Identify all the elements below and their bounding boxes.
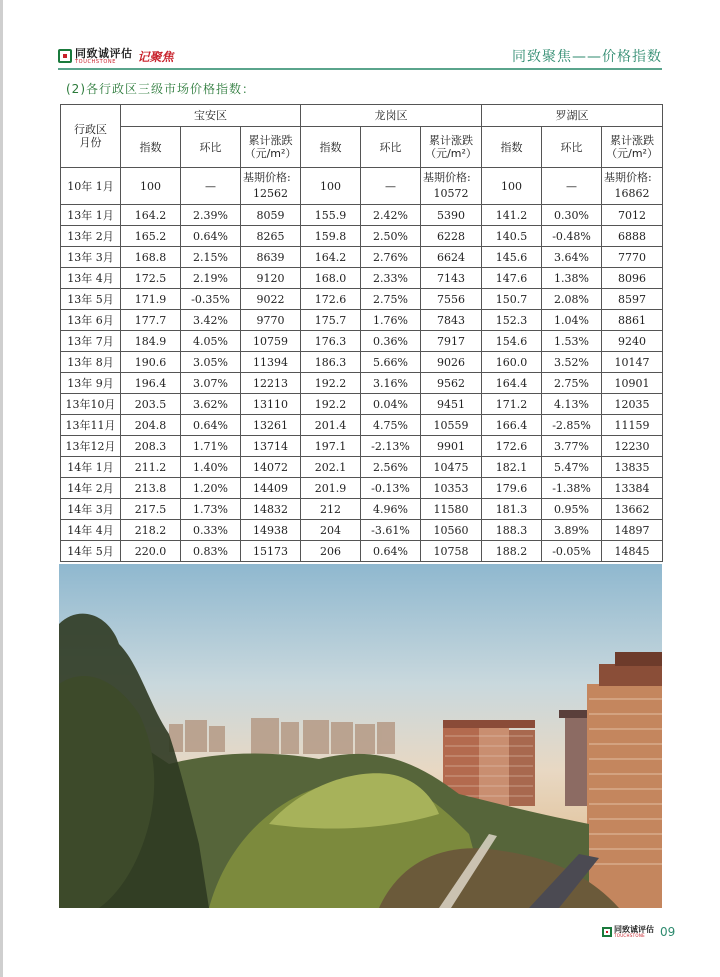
cumulative-cell: 9022 (241, 289, 301, 310)
district-header: 罗湖区 (482, 105, 663, 127)
table-row (61, 499, 663, 520)
index-cell: 201.4 (301, 415, 361, 436)
index-cell: 218.2 (121, 520, 181, 541)
cumulative-cell: 8265 (241, 226, 301, 247)
index-cell: 217.5 (121, 499, 181, 520)
mom-cell: 2.39% (181, 205, 241, 226)
cumulative-cell: 13662 (602, 499, 663, 520)
month-cell: 13年 8月 (61, 352, 121, 373)
index-cell: 192.2 (301, 394, 361, 415)
index-cell: 179.6 (482, 478, 542, 499)
cumulative-cell: 9240 (602, 331, 663, 352)
district-header: 龙岗区 (301, 105, 482, 127)
cumulative-cell: 10758 (421, 541, 482, 562)
index-cell: 186.3 (301, 352, 361, 373)
table-row (61, 268, 663, 289)
logo-square-icon (58, 49, 72, 63)
col-header-index: 指数 (121, 127, 181, 168)
footer-logo-cn: 同致诚评估 (614, 925, 654, 934)
index-cell: 211.2 (121, 457, 181, 478)
month-cell: 13年12月 (61, 436, 121, 457)
mom-cell: 3.07% (181, 373, 241, 394)
cumulative-cell: 8597 (602, 289, 663, 310)
mom-cell: -3.61% (361, 520, 421, 541)
mom-cell: — (542, 168, 602, 205)
month-cell: 13年 9月 (61, 373, 121, 394)
cumulative-cell: 14832 (241, 499, 301, 520)
table-row (61, 310, 663, 331)
table-row (61, 352, 663, 373)
base-price-cell (241, 168, 301, 205)
mom-cell: 4.05% (181, 331, 241, 352)
district-header-row (61, 105, 663, 127)
cumulative-cell: 7770 (602, 247, 663, 268)
index-cell: 206 (301, 541, 361, 562)
index-cell: 202.1 (301, 457, 361, 478)
mom-cell: 3.62% (181, 394, 241, 415)
index-cell: 184.9 (121, 331, 181, 352)
index-cell: 196.4 (121, 373, 181, 394)
index-cell: 204.8 (121, 415, 181, 436)
mom-cell: 3.42% (181, 310, 241, 331)
base-price-label: 基期价格: (604, 171, 652, 184)
mom-cell: -1.38% (542, 478, 602, 499)
cumulative-cell: 13261 (241, 415, 301, 436)
table-row (61, 331, 663, 352)
index-cell: 147.6 (482, 268, 542, 289)
logo-cn: 同致诚评估 (75, 46, 133, 60)
mom-cell: -0.05% (542, 541, 602, 562)
mom-cell: 1.20% (181, 478, 241, 499)
cumulative-cell: 14938 (241, 520, 301, 541)
mom-cell: 1.40% (181, 457, 241, 478)
table-row (61, 289, 663, 310)
base-period-row (61, 168, 663, 205)
mom-cell: 4.75% (361, 415, 421, 436)
index-cell: 140.5 (482, 226, 542, 247)
col-header-cumulative: 累计涨跌 （元/m²） (241, 127, 301, 168)
index-cell: 201.9 (301, 478, 361, 499)
mom-cell: 0.64% (181, 415, 241, 436)
col-header-cumulative: 累计涨跌 （元/m²） (602, 127, 663, 168)
cumulative-cell: 9120 (241, 268, 301, 289)
table-row (61, 457, 663, 478)
index-cell: 171.2 (482, 394, 542, 415)
cumulative-cell: 13714 (241, 436, 301, 457)
cumulative-cell: 10901 (602, 373, 663, 394)
mom-cell: 0.64% (181, 226, 241, 247)
month-cell: 10年 1月 (61, 168, 121, 205)
mom-cell: -0.35% (181, 289, 241, 310)
index-cell: 197.1 (301, 436, 361, 457)
index-cell: 204 (301, 520, 361, 541)
col-header-cumulative: 累计涨跌 （元/m²） (421, 127, 482, 168)
index-cell: 212 (301, 499, 361, 520)
mom-cell: 3.89% (542, 520, 602, 541)
header-divider (58, 68, 662, 70)
cumulative-cell: 14409 (241, 478, 301, 499)
index-cell: 100 (301, 168, 361, 205)
index-cell: 100 (121, 168, 181, 205)
mom-cell: 1.71% (181, 436, 241, 457)
column-header-row (61, 127, 663, 168)
cumulative-cell: 10475 (421, 457, 482, 478)
mom-cell: 0.95% (542, 499, 602, 520)
cumulative-cell: 8059 (241, 205, 301, 226)
cumulative-cell: 7843 (421, 310, 482, 331)
table-row (61, 205, 663, 226)
cumulative-cell: 14072 (241, 457, 301, 478)
page-edge-rule (0, 0, 3, 977)
cumulative-cell: 5390 (421, 205, 482, 226)
cumulative-cell: 11394 (241, 352, 301, 373)
base-price-label: 基期价格: (243, 171, 291, 184)
index-cell: 168.0 (301, 268, 361, 289)
header-logo (58, 47, 174, 65)
mom-cell: 1.73% (181, 499, 241, 520)
month-cell: 13年10月 (61, 394, 121, 415)
index-cell: 181.3 (482, 499, 542, 520)
cumulative-cell: 13110 (241, 394, 301, 415)
cumulative-cell: 13835 (602, 457, 663, 478)
index-cell: 190.6 (121, 352, 181, 373)
index-cell: 141.2 (482, 205, 542, 226)
index-cell: 172.5 (121, 268, 181, 289)
mom-cell: 0.83% (181, 541, 241, 562)
index-cell: 208.3 (121, 436, 181, 457)
district-header: 宝安区 (121, 105, 301, 127)
mom-cell: 0.04% (361, 394, 421, 415)
index-cell: 182.1 (482, 457, 542, 478)
base-price-label: 基期价格: (423, 171, 471, 184)
mom-cell: 3.64% (542, 247, 602, 268)
logo-en: TOUCHSTONE (75, 58, 116, 65)
mom-cell: 2.75% (361, 289, 421, 310)
base-price-cell (421, 168, 482, 205)
index-cell: 220.0 (121, 541, 181, 562)
cumulative-cell: 14897 (602, 520, 663, 541)
index-cell: 175.7 (301, 310, 361, 331)
mom-cell: -0.13% (361, 478, 421, 499)
mom-cell: 2.50% (361, 226, 421, 247)
mom-cell: 1.04% (542, 310, 602, 331)
cumulative-cell: 14845 (602, 541, 663, 562)
cumulative-cell: 6624 (421, 247, 482, 268)
table-row (61, 226, 663, 247)
index-cell: 188.2 (482, 541, 542, 562)
cumulative-cell: 9562 (421, 373, 482, 394)
month-cell: 14年 5月 (61, 541, 121, 562)
month-cell: 13年 6月 (61, 310, 121, 331)
index-cell: 152.3 (482, 310, 542, 331)
mom-cell: 1.76% (361, 310, 421, 331)
month-cell: 13年 1月 (61, 205, 121, 226)
logo-text (75, 48, 133, 65)
month-cell: 14年 4月 (61, 520, 121, 541)
col-header-index: 指数 (482, 127, 542, 168)
base-price-value: 10572 (433, 187, 469, 200)
mom-cell: 2.76% (361, 247, 421, 268)
table-row (61, 520, 663, 541)
index-cell: 155.9 (301, 205, 361, 226)
base-price-cell (602, 168, 663, 205)
mom-cell: -2.85% (542, 415, 602, 436)
footer-logo-text (614, 926, 654, 938)
cumulative-cell: 8861 (602, 310, 663, 331)
cumulative-cell: 12213 (241, 373, 301, 394)
index-cell: 172.6 (482, 436, 542, 457)
footer-logo-en: TOUCHSTONE (614, 933, 645, 938)
month-cell: 13年 2月 (61, 226, 121, 247)
index-cell: 176.3 (301, 331, 361, 352)
mom-cell: 2.56% (361, 457, 421, 478)
page-header (58, 44, 662, 70)
footer-logo-square-icon (602, 927, 612, 937)
index-cell: 168.8 (121, 247, 181, 268)
mom-cell: -0.48% (542, 226, 602, 247)
index-cell: 164.2 (121, 205, 181, 226)
index-cell: 145.6 (482, 247, 542, 268)
index-cell: 100 (482, 168, 542, 205)
index-cell: 192.2 (301, 373, 361, 394)
mom-cell: -2.13% (361, 436, 421, 457)
cumulative-cell: 6888 (602, 226, 663, 247)
cumulative-cell: 13384 (602, 478, 663, 499)
cumulative-cell: 12230 (602, 436, 663, 457)
cumulative-cell: 9451 (421, 394, 482, 415)
mom-cell: — (361, 168, 421, 205)
table-row (61, 247, 663, 268)
index-cell: 171.9 (121, 289, 181, 310)
base-price-value: 16862 (614, 187, 650, 200)
cumulative-cell: 7012 (602, 205, 663, 226)
table-subtitle: (2)各行政区三级市场价格指数： (66, 82, 255, 96)
month-cell: 14年 1月 (61, 457, 121, 478)
index-cell: 172.6 (301, 289, 361, 310)
col-header-mom: 环比 (361, 127, 421, 168)
mom-cell: 0.30% (542, 205, 602, 226)
month-cell: 13年11月 (61, 415, 121, 436)
index-cell: 164.2 (301, 247, 361, 268)
index-cell: 188.3 (482, 520, 542, 541)
index-cell: 177.7 (121, 310, 181, 331)
corner-label: 行政区 月份 (61, 105, 121, 168)
cumulative-cell: 6228 (421, 226, 482, 247)
mom-cell: 2.42% (361, 205, 421, 226)
cumulative-cell: 7556 (421, 289, 482, 310)
index-cell: 203.5 (121, 394, 181, 415)
cumulative-cell: 10560 (421, 520, 482, 541)
month-cell: 14年 2月 (61, 478, 121, 499)
index-cell: 160.0 (482, 352, 542, 373)
mom-cell: 5.66% (361, 352, 421, 373)
mom-cell: 2.33% (361, 268, 421, 289)
table-row (61, 478, 663, 499)
mom-cell: 4.13% (542, 394, 602, 415)
col-header-index: 指数 (301, 127, 361, 168)
mom-cell: — (181, 168, 241, 205)
page-footer (602, 925, 675, 939)
index-cell: 150.7 (482, 289, 542, 310)
mom-cell: 0.36% (361, 331, 421, 352)
index-cell: 154.6 (482, 331, 542, 352)
month-cell: 13年 5月 (61, 289, 121, 310)
mom-cell: 0.64% (361, 541, 421, 562)
cumulative-cell: 7143 (421, 268, 482, 289)
cumulative-cell: 10559 (421, 415, 482, 436)
index-cell: 159.8 (301, 226, 361, 247)
index-cell: 164.4 (482, 373, 542, 394)
cumulative-cell: 10353 (421, 478, 482, 499)
col-header-mom: 环比 (181, 127, 241, 168)
index-cell: 165.2 (121, 226, 181, 247)
mom-cell: 3.77% (542, 436, 602, 457)
mom-cell: 0.33% (181, 520, 241, 541)
month-cell: 13年 3月 (61, 247, 121, 268)
cumulative-cell: 12035 (602, 394, 663, 415)
mom-cell: 2.08% (542, 289, 602, 310)
table-row (61, 436, 663, 457)
month-cell: 13年 4月 (61, 268, 121, 289)
cumulative-cell: 15173 (241, 541, 301, 562)
table-row (61, 541, 663, 562)
page-number: 09 (660, 925, 676, 939)
mom-cell: 1.38% (542, 268, 602, 289)
mom-cell: 2.19% (181, 268, 241, 289)
cumulative-cell: 10147 (602, 352, 663, 373)
table-row (61, 415, 663, 436)
cumulative-cell: 8096 (602, 268, 663, 289)
cumulative-cell: 11159 (602, 415, 663, 436)
mom-cell: 3.05% (181, 352, 241, 373)
col-header-mom: 环比 (542, 127, 602, 168)
cumulative-cell: 9901 (421, 436, 482, 457)
index-cell: 166.4 (482, 415, 542, 436)
mom-cell: 3.52% (542, 352, 602, 373)
logo-script: 记聚焦 (137, 49, 174, 64)
table-row (61, 394, 663, 415)
month-cell: 13年 7月 (61, 331, 121, 352)
mom-cell: 3.16% (361, 373, 421, 394)
table-row (61, 373, 663, 394)
mom-cell: 5.47% (542, 457, 602, 478)
cumulative-cell: 9026 (421, 352, 482, 373)
mom-cell: 4.96% (361, 499, 421, 520)
cumulative-cell: 11580 (421, 499, 482, 520)
cumulative-cell: 9770 (241, 310, 301, 331)
residential-landscape-photo (59, 564, 662, 908)
mom-cell: 2.75% (542, 373, 602, 394)
cumulative-cell: 10759 (241, 331, 301, 352)
cumulative-cell: 8639 (241, 247, 301, 268)
month-cell: 14年 3月 (61, 499, 121, 520)
section-title: 同致聚焦——价格指数 (512, 49, 662, 65)
mom-cell: 2.15% (181, 247, 241, 268)
base-price-value: 12562 (253, 187, 288, 200)
price-index-table (60, 104, 663, 562)
cumulative-cell: 7917 (421, 331, 482, 352)
index-cell: 213.8 (121, 478, 181, 499)
mom-cell: 1.53% (542, 331, 602, 352)
